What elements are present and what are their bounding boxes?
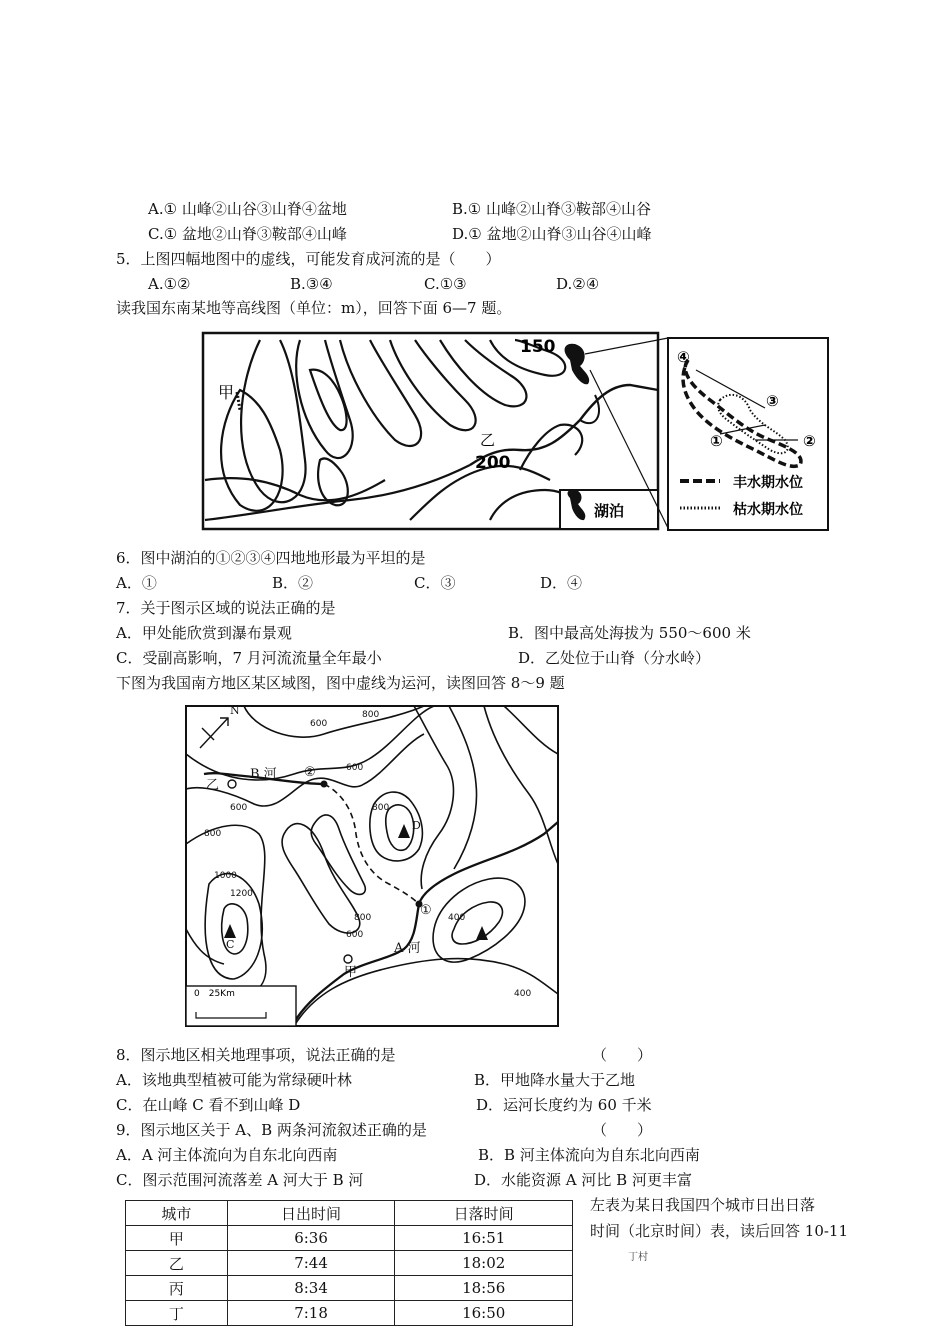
contour-label: 800: [372, 803, 390, 813]
table-row: [126, 1226, 573, 1251]
table-cell: 6:36: [227, 1226, 395, 1251]
table-cell: 乙: [126, 1251, 228, 1276]
table-cell: 18:56: [395, 1276, 573, 1301]
contour-label: 600: [346, 930, 364, 940]
table-row: [126, 1276, 573, 1301]
town-yi-label: 乙: [206, 778, 220, 793]
q5-option-d: D.②④: [556, 275, 600, 293]
contour-label: 800: [362, 710, 380, 720]
q6-option-b: B．②: [272, 574, 314, 592]
q9-option-c: C．图示范围河流落差 A 河大于 B 河: [116, 1171, 364, 1189]
table-cell: 16:50: [395, 1301, 573, 1326]
q9-option-d: D．水能资源 A 河比 B 河更丰富: [474, 1171, 692, 1189]
q8-option-c: C．在山峰 C 看不到山峰 D: [116, 1096, 301, 1114]
table-header: 日落时间: [395, 1201, 573, 1226]
q7-option-a: A．甲处能欣赏到瀑布景观: [116, 624, 292, 642]
inset-marker-2: ②: [803, 432, 816, 450]
legend-flood-label: 丰水期水位: [733, 475, 803, 491]
q8-option-b: B．甲地降水量大于乙地: [474, 1071, 636, 1089]
river-a-label: A 河: [394, 941, 421, 956]
q4-option-d: D.① 盆地②山脊③山谷④山峰: [452, 225, 652, 243]
q6-option-a: A．①: [116, 574, 157, 592]
q9-option-b: B．B 河主体流向为自东北向西南: [478, 1146, 700, 1164]
q9-option-a: A．A 河主体流向为自东北向西南: [116, 1146, 338, 1164]
peak-c-label: C: [226, 938, 235, 951]
label-yi: 乙: [480, 431, 496, 449]
q8-answer-blank: （ ）: [592, 1046, 653, 1064]
q5-stem: 5．上图四幅地图中的虚线，可能发育成河流的是（ ）: [116, 250, 501, 268]
q9-answer-blank: （ ）: [592, 1121, 653, 1139]
contour-label: 600: [310, 719, 328, 729]
label-jia: 甲: [218, 383, 235, 402]
north-label: N: [230, 704, 240, 717]
label-150: 150: [520, 337, 556, 357]
table-cell: 丁: [126, 1301, 228, 1326]
intro-6-7: 读我国东南某地等高线图（单位：m），回答下面 6—7 题。: [116, 299, 512, 317]
q5-option-c: C.①③: [424, 275, 467, 293]
table-header: 日出时间: [227, 1201, 395, 1226]
north-arrow-icon: [200, 718, 228, 748]
point-2-label: ②: [304, 765, 316, 780]
peak-d-label: D: [412, 819, 421, 832]
contour-label: 400: [514, 989, 532, 999]
table-cell: 丙: [126, 1276, 228, 1301]
point-1-label: ①: [420, 903, 432, 918]
contour-label: 1200: [230, 889, 253, 899]
table-row: [126, 1301, 573, 1326]
q6-option-c: C．③: [414, 574, 456, 592]
q4-option-c: C.① 盆地②山脊③鞍部④山峰: [148, 225, 347, 243]
table-cell: 18:02: [395, 1251, 573, 1276]
legend-dry-label: 枯水期水位: [733, 502, 803, 518]
contour-label: 600: [230, 803, 248, 813]
sunrise-sunset-table: [125, 1200, 573, 1326]
contour-map-southeast: [200, 330, 830, 532]
q7-option-b: B．图中最高处海拔为 550～600 米: [508, 624, 751, 642]
contour-map-south-china: [184, 704, 560, 1030]
contour-label: 600: [346, 763, 364, 773]
table-cell: 8:34: [227, 1276, 395, 1301]
q4-option-b: B.① 山峰②山脊③鞍部④山谷: [452, 200, 652, 218]
table-cell: 7:44: [227, 1251, 395, 1276]
inset-marker-1: ①: [710, 432, 723, 450]
q5-option-b: B.③④: [290, 275, 333, 293]
town-jia-label: 甲: [344, 965, 358, 980]
q6-option-d: D．④: [540, 574, 583, 592]
q8-option-a: A．该地典型植被可能为常绿硬叶林: [116, 1071, 352, 1089]
legend-lake-label: 湖泊: [594, 502, 625, 520]
contour-label: 800: [354, 913, 372, 923]
river-b-label: B 河: [250, 767, 277, 782]
table-header: 城市: [126, 1201, 228, 1226]
intro-8-9: 下图为我国南方地区某区域图，图中虚线为运河，读图回答 8～9 题: [116, 674, 565, 692]
q4-option-a: A.① 山峰②山谷③山脊④盆地: [148, 200, 347, 218]
scale-label: 0 25Km: [194, 989, 235, 999]
contour-label: 400: [448, 913, 466, 923]
table-note-line-2: 时间（北京时间）表，读后回答 10-11: [590, 1222, 849, 1240]
q7-option-d: D．乙处位于山脊（分水岭）: [518, 649, 711, 667]
table-header-row: [126, 1201, 573, 1226]
table-note-line-1: 左表为某日我国四个城市日出日落: [590, 1196, 816, 1214]
q8-stem: 8．图示地区相关地理事项，说法正确的是: [116, 1046, 396, 1064]
q7-option-c: C．受副高影响，7 月河流流量全年最小: [116, 649, 382, 667]
contour-label: 800: [204, 829, 222, 839]
table-cell: 7:18: [227, 1301, 395, 1326]
contour-label: 1000: [214, 871, 237, 881]
ding-cun-label: 丁村: [628, 1252, 648, 1263]
q5-option-a: A.①②: [148, 275, 191, 293]
table-cell: 16:51: [395, 1226, 573, 1251]
q6-stem: 6．图中湖泊的①②③④四地地形最为平坦的是: [116, 549, 426, 567]
q8-option-d: D．运河长度约为 60 千米: [476, 1096, 652, 1114]
label-200: 200: [475, 453, 511, 473]
q7-stem: 7．关于图示区域的说法正确的是: [116, 599, 336, 617]
inset-marker-4: ④: [677, 348, 690, 366]
inset-marker-3: ③: [766, 392, 779, 410]
table-cell: 甲: [126, 1226, 228, 1251]
q9-stem: 9．图示地区关于 A、B 两条河流叙述正确的是: [116, 1121, 427, 1139]
table-row: [126, 1251, 573, 1276]
